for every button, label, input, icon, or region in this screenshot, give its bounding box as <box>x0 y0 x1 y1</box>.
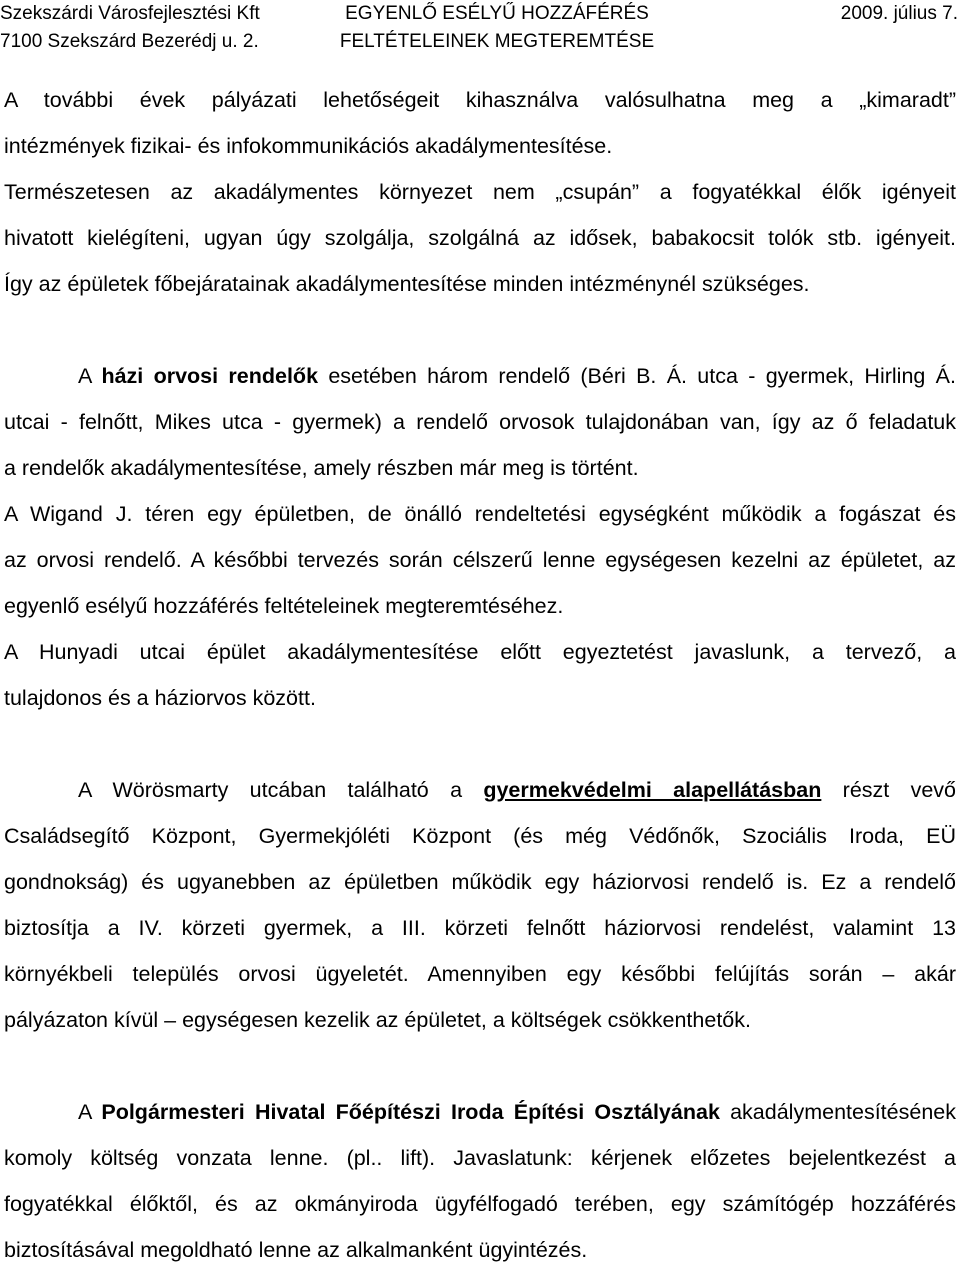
body-text-line: környékbeli település orvosi ügyeletét. Amennyiben egy későbbi felújítás során – akár <box>4 962 956 986</box>
section-medical-offices <box>4 362 956 712</box>
organization-name: Szekszárdi Városfejlesztési Kft <box>0 3 260 24</box>
body-text-line: intézmények fizikai- és infokommunikációs akadálymentesítése. <box>4 134 613 158</box>
organization-address: 7100 Szekszárd Bezerédj u. 2. <box>0 31 259 52</box>
section-mayors-office <box>4 1098 956 1264</box>
body-text-line: egyenlő esélyű hozzáférés feltételeinek megteremtéséhez. <box>4 594 564 618</box>
text-segment: részt vevő <box>821 778 956 802</box>
document-date: 2009. július 7. <box>840 3 958 24</box>
body-text-line <box>4 362 956 390</box>
header-organization <box>0 0 260 56</box>
body-text-line: tulajdonos és a háziorvos között. <box>4 686 316 710</box>
body-text-line: A további évek pályázati lehetőségeit kihasználva valósulhatna meg a „kimaradt” <box>4 88 956 112</box>
text-segment: A <box>78 364 102 388</box>
body-text-line: utcai - felnőtt, Mikes utca - gyermek) a rendelő orvosok tulajdonában van, így az ő feladatuk <box>4 410 956 434</box>
document-title-line-1: EGYENLŐ ESÉLYŰ HOZZÁFÉRÉS <box>345 3 649 24</box>
body-text-line: A Wigand J. téren egy épületben, de önálló rendeltetési egységként működik a fogászat és <box>4 502 956 526</box>
document-title-line-2: FELTÉTELEINEK MEGTEREMTÉSE <box>339 31 655 52</box>
body-text-line: az orvosi rendelő. A későbbi tervezés során célszerű lenne egységesen kezelni az épületet, az <box>4 548 956 572</box>
body-text-line: Családsegítő Központ, Gyermekjóléti Központ (és még Védőnők, Szociális Iroda, EÜ <box>4 824 956 848</box>
section-child-welfare-building <box>4 776 956 1034</box>
body-text-line <box>4 776 956 804</box>
body-text-line: pályázaton kívül – egységesen kezelik az épületet, a költségek csökkenthetők. <box>4 1008 751 1032</box>
emphasized-phrase: házi orvosi rendelők <box>101 364 319 388</box>
emphasized-phrase: gyermekvédelmi alapellátásban <box>483 778 822 802</box>
body-text-line: biztosításával megoldható lenne az alkalmanként ügyintézés. <box>4 1238 588 1262</box>
body-text-line: hivatott kielégíteni, ugyan úgy szolgálja, szolgálná az idősek, babakocsit tolók stb. igényeit. <box>4 226 956 250</box>
section-future-accessibility <box>4 86 956 298</box>
body-text-line: Természetesen az akadálymentes környezet nem „csupán” a fogyatékkal élők igényeit <box>4 180 956 204</box>
header-date <box>841 0 958 28</box>
body-text-line: biztosítja a IV. körzeti gyermek, a III. körzeti felnőtt háziorvosi rendelést, valamint 13 <box>4 916 956 940</box>
header-document-title <box>297 0 697 56</box>
text-segment: A <box>78 1100 102 1124</box>
document-body <box>4 86 956 1264</box>
body-text-line: Így az épületek főbejáratainak akadálymentesítése minden intézménynél szükséges. <box>4 272 810 296</box>
emphasized-phrase: Polgármesteri Hivatal Főépítészi Iroda Építési Osztályának <box>101 1100 720 1124</box>
text-segment: A Wörösmarty utcában található a <box>78 778 484 802</box>
body-text-line: gondnokság) és ugyanebben az épületben működik egy háziorvosi rendelő is. Ez a rendelő <box>4 870 956 894</box>
text-segment: akadálymentesítésének <box>719 1100 956 1124</box>
page-header <box>0 0 960 56</box>
body-text-line: a rendelők akadálymentesítése, amely részben már meg is történt. <box>4 456 639 480</box>
text-segment: esetében három rendelő (Béri B. Á. utca - gyermek, Hirling Á. <box>318 364 956 388</box>
body-text-line: A Hunyadi utcai épület akadálymentesítése előtt egyeztetést javaslunk, a tervező, a <box>4 640 956 664</box>
body-text-line <box>4 1098 956 1126</box>
body-text-line: fogyatékkal élőktől, és az okmányiroda ügyfélfogadó terében, egy számítógép hozzáférés <box>4 1192 956 1216</box>
body-text-line: komoly költség vonzata lenne. (pl.. lift). Javaslatunk: kérjenek előzetes bejelentkezést a <box>4 1146 956 1170</box>
